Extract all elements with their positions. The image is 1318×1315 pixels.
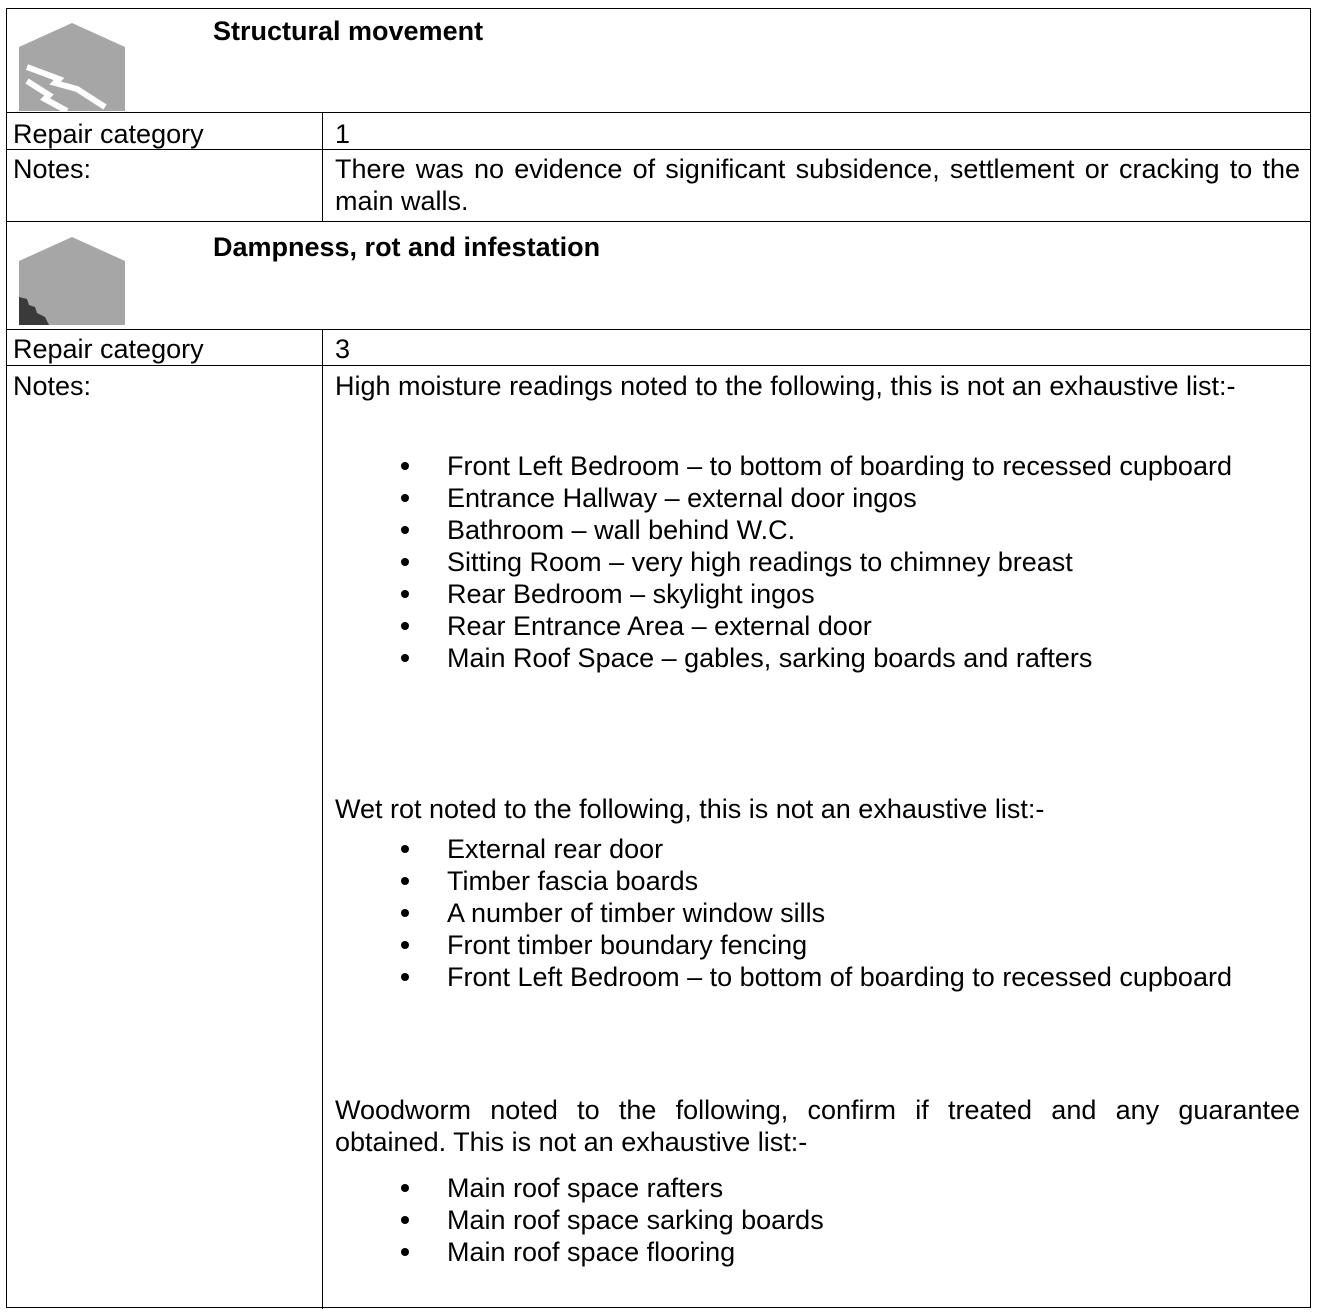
structural-movement-house-crack-icon (19, 23, 125, 116)
notes-intro-moisture: High moisture readings noted to the following, this is not an exhaustive list:- (335, 371, 1236, 401)
list-item: Bathroom – wall behind W.C. (335, 514, 1300, 546)
report-table (6, 8, 1311, 1308)
list-item: Entrance Hallway – external door ingos (335, 482, 1300, 514)
dampness-house-icon (19, 237, 125, 330)
section-heading-dampness: Dampness, rot and infestation (213, 232, 601, 262)
list-item: Main roof space flooring (335, 1236, 1300, 1268)
list-item: Main roof space sarking boards (335, 1204, 1300, 1236)
list-item: Front Left Bedroom – to bottom of boarding to recessed cupboard (335, 961, 1300, 993)
repair-category-value: 1 (335, 119, 351, 149)
notes-intro-woodworm: Woodworm noted to the following, confirm if treated and any guarantee obtained. This is not an exhaustive list:- (335, 1095, 1300, 1157)
divider (7, 149, 1310, 150)
notes-intro-wet-rot: Wet rot noted to the following, this is not an exhaustive list:- (335, 794, 1045, 824)
notes-text: There was no evidence of significant subsidence, settlement or cracking to the main walls. (335, 154, 1300, 216)
divider (7, 365, 1310, 366)
divider (7, 221, 1310, 222)
notes-label: Notes: (13, 371, 92, 401)
list-item: Front timber boundary fencing (335, 929, 1300, 961)
divider (7, 112, 1310, 113)
list-item: Timber fascia boards (335, 865, 1300, 897)
list-item: Rear Entrance Area – external door (335, 610, 1300, 642)
wet-rot-list (335, 833, 1300, 993)
list-item: External rear door (335, 833, 1300, 865)
list-item: Main Roof Space – gables, sarking boards and rafters (335, 642, 1300, 674)
woodworm-list (335, 1172, 1300, 1268)
repair-category-value: 3 (335, 334, 351, 364)
moisture-list (335, 450, 1300, 674)
column-divider (322, 112, 323, 221)
repair-category-label: Repair category (13, 334, 204, 364)
section-heading-structural: Structural movement (213, 16, 484, 46)
notes-label: Notes: (13, 154, 92, 184)
list-item: A number of timber window sills (335, 897, 1300, 929)
list-item: Rear Bedroom – skylight ingos (335, 578, 1300, 610)
repair-category-label: Repair category (13, 119, 204, 149)
list-item: Front Left Bedroom – to bottom of boarding to recessed cupboard (335, 450, 1300, 482)
column-divider (322, 329, 323, 1309)
list-item: Main roof space rafters (335, 1172, 1300, 1204)
list-item: Sitting Room – very high readings to chimney breast (335, 546, 1300, 578)
divider (7, 329, 1310, 330)
